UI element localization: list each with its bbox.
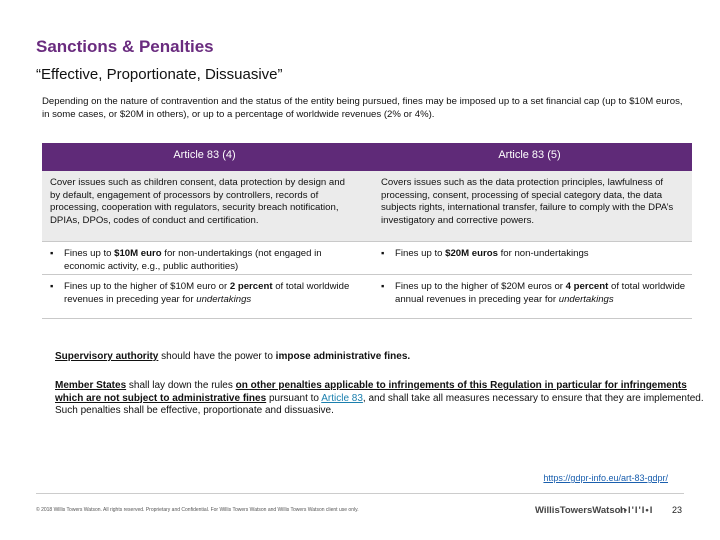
page-subtitle: “Effective, Proportionate, Dissuasive” — [36, 66, 283, 83]
bullet-icon: ▪ — [50, 281, 54, 292]
article-comparison-table — [42, 143, 692, 319]
table-header — [42, 143, 692, 171]
table-row — [42, 171, 692, 242]
supervisory-authority-note: Supervisory authority should have the power to impose administrative fines. — [55, 351, 411, 362]
bullet-icon: ▪ — [50, 248, 54, 259]
cell-article-83-5-percent: ▪ Fines up to the higher of $20M euros or 4 percent of total worldwide annual revenues in preceding year for undertakings — [381, 281, 686, 305]
page-number: 23 — [672, 505, 683, 515]
table-row — [42, 242, 692, 275]
footer-divider — [36, 493, 684, 494]
cell-article-83-5-fine-cap: ▪ Fines up to $20M euros for non-undertakings — [381, 248, 589, 259]
supervisory-authority-link[interactable]: Supervisory authority — [55, 351, 159, 362]
cell-article-83-4-scope: Cover issues such as children consent, data protection by design and by default, engagement of processors by controllers, records of processing, cooperation with regulators, security breach notification, DPIAs, DPOs, codes of conduct and certification. — [50, 177, 345, 226]
article-83-link[interactable]: Article 83 — [321, 392, 363, 404]
page-title: Sanctions & Penalties — [36, 37, 214, 56]
cell-article-83-4-fine-cap: ▪ Fines up to $10M euro for non-undertakings (not engaged in economic activity, e.g., public authorities) — [50, 248, 322, 272]
bullet-icon: ▪ — [381, 248, 385, 259]
other-penalties-link[interactable]: on other penalties applicable to infringements of this Regulation in particular for infringements which are not subject to administrative fines — [55, 380, 687, 404]
brand-logo-icon: I•I'I'I•I — [620, 505, 654, 516]
table-row — [42, 275, 692, 319]
member-states-note: Member States shall lay down the rules on other penalties applicable to infringements of this Regulation in particular for infringements which are not subject to administrative fines pursuant to Article 83, and shall take all measures necessary to ensure that they are implemented. Such penalties shall be effective, proportionate and dissuasive. — [55, 380, 704, 416]
source-url-link[interactable]: https://gdpr-info.eu/art-83-gdpr/ — [543, 473, 668, 483]
brand-wordmark: WillisTowersWatson — [535, 505, 627, 516]
header-article-83-5: Article 83 (5) — [498, 149, 561, 161]
cell-article-83-4-percent: ▪ Fines up to the higher of $10M euro or 2 percent of total worldwide revenues in preceding year for undertakings — [50, 281, 350, 305]
bullet-icon: ▪ — [381, 281, 385, 292]
member-states-link[interactable]: Member States — [55, 380, 127, 391]
copyright-text: © 2018 Willis Towers Watson. All rights reserved. Proprietary and Confidential. For Willis Towers Watson and Willis Towers Watson client use only. — [36, 507, 359, 513]
header-article-83-4: Article 83 (4) — [173, 149, 236, 161]
cell-article-83-5-scope: Covers issues such as the data protection principles, lawfulness of processing, consent, processing of special category data, the data subjects rights, international transfer, failure to comply with the DPA’s investigatory and corrective powers. — [381, 177, 674, 226]
intro-paragraph: Depending on the nature of contravention and the status of the entity being pursued, fines may be imposed up to a set financial cap (up to $10M euros, in some cases, or $20M in others), or up to a percentage of worldwide revenues (2% or 4%). — [42, 96, 683, 120]
